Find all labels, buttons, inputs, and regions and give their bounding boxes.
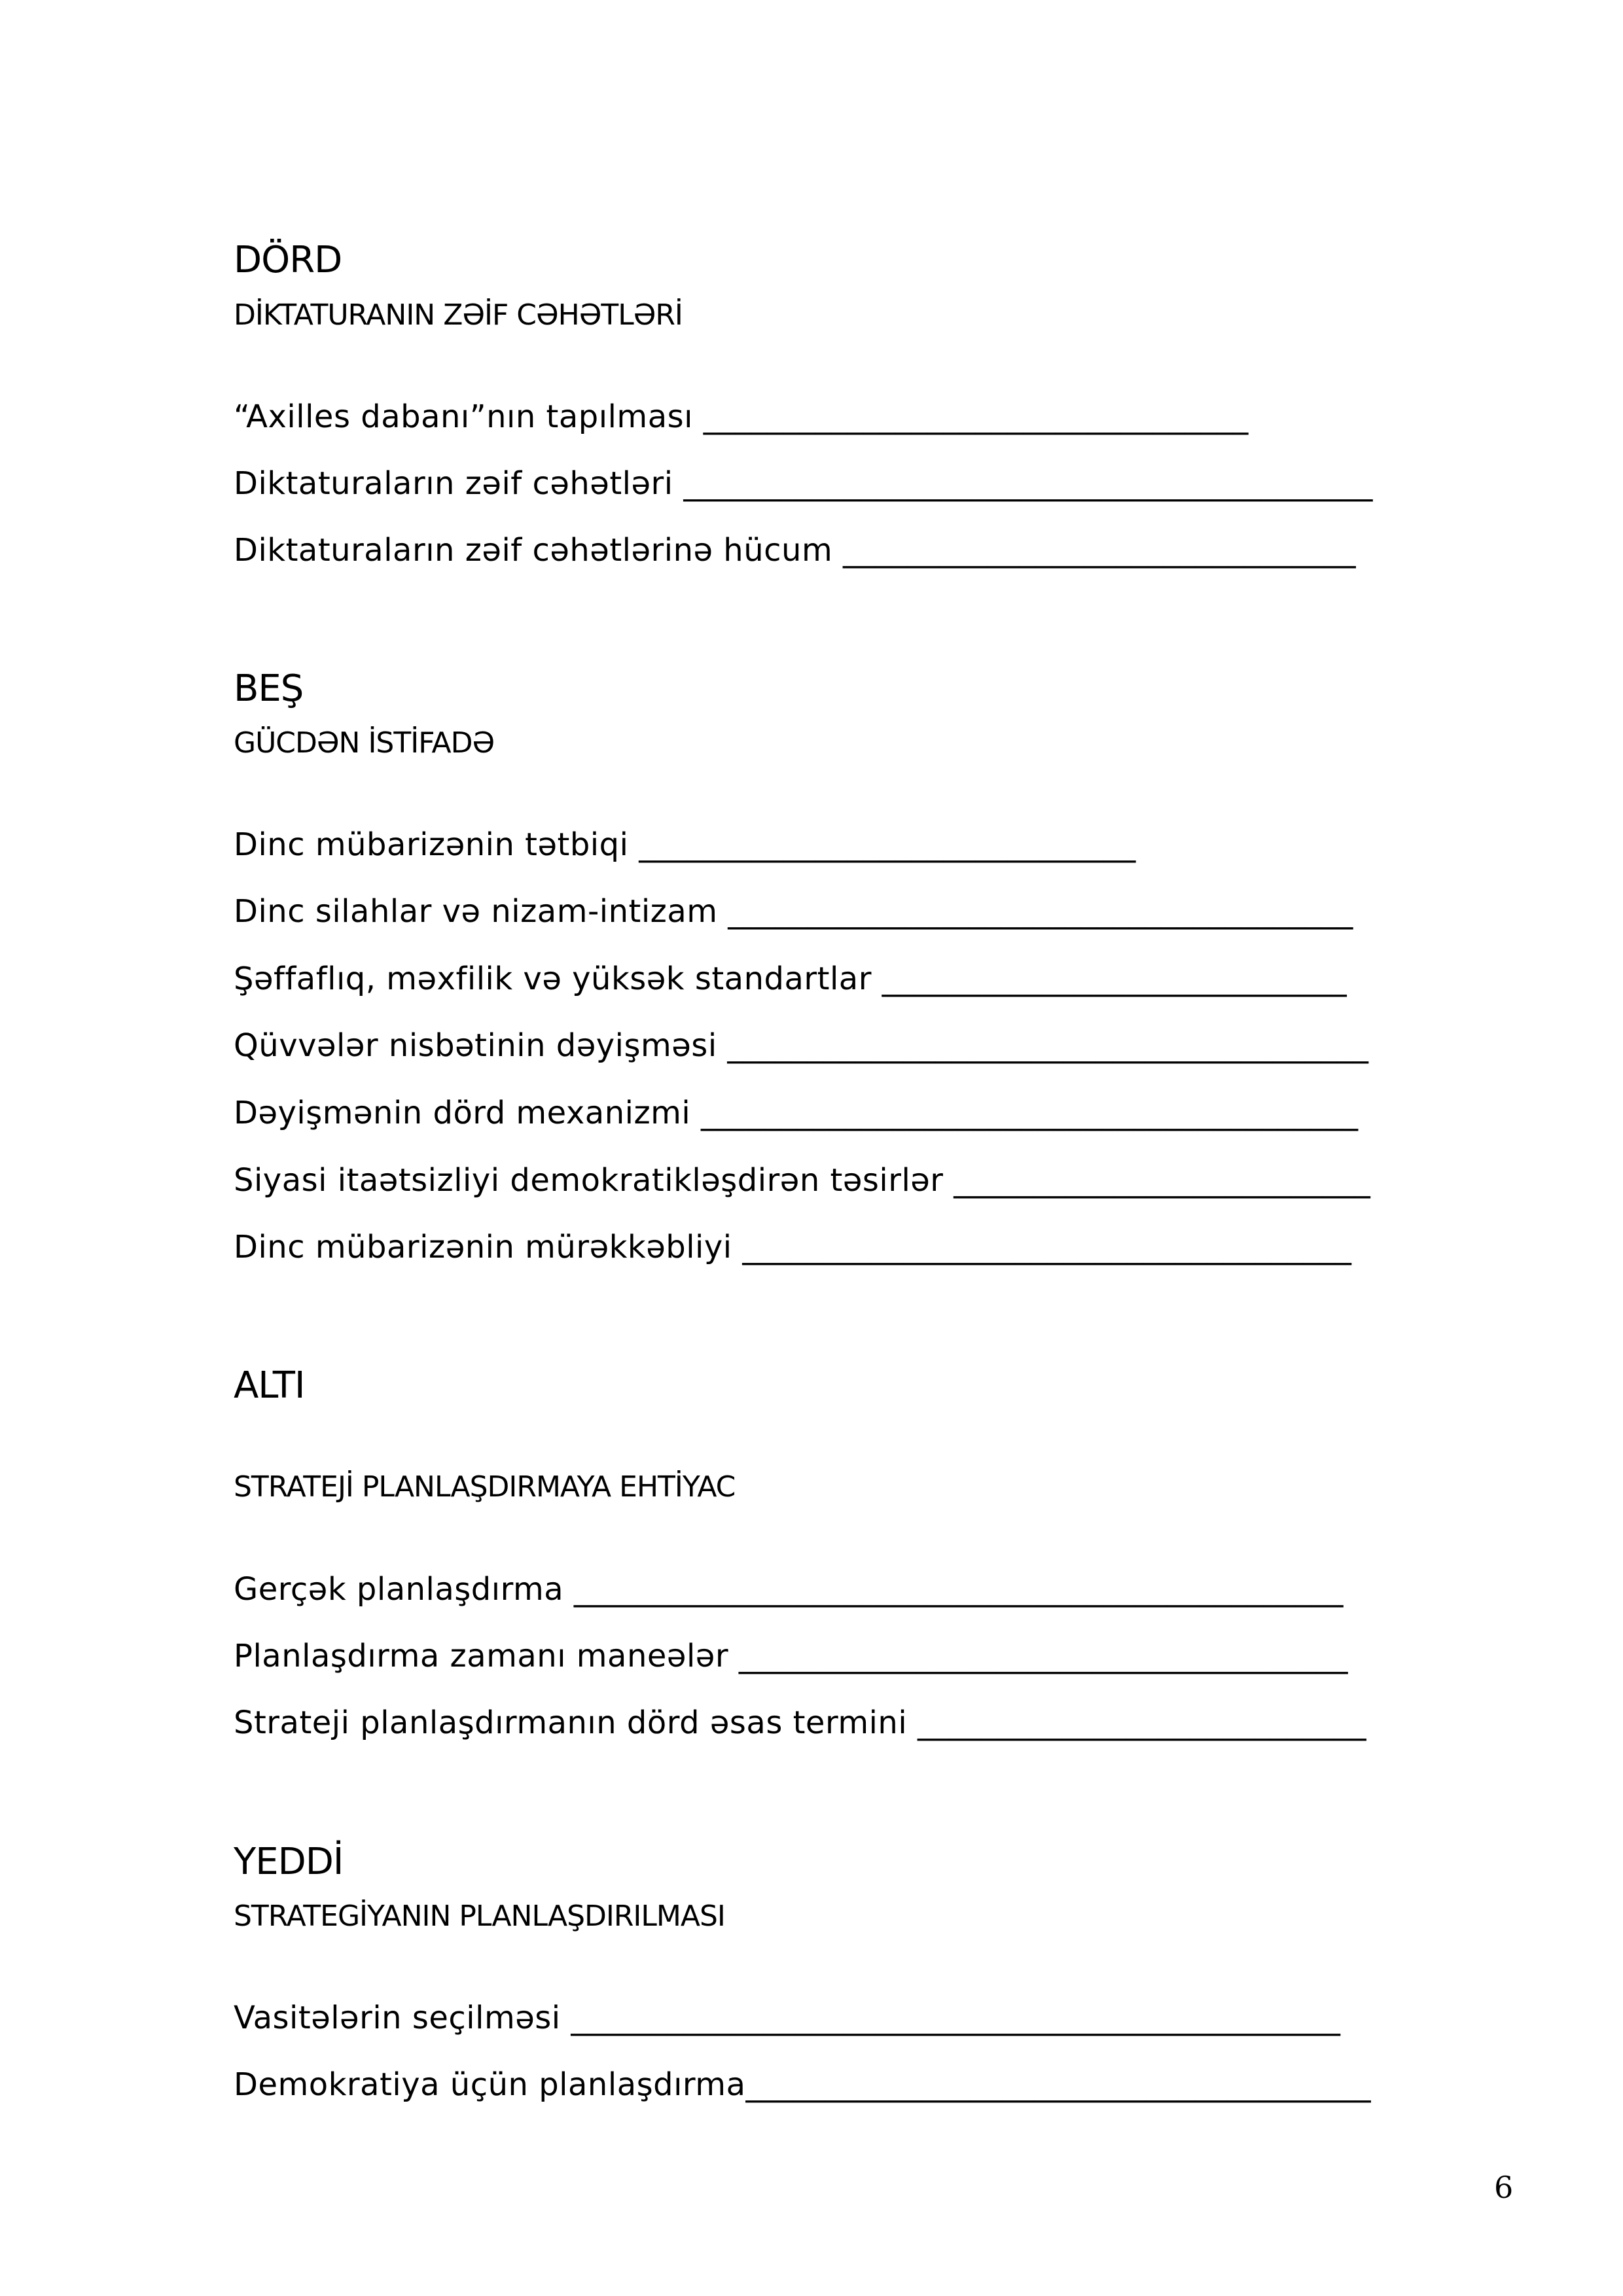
toc-entry: Planlaşdırma zamanı maneələr ______________________________________ (234, 1638, 1348, 1674)
toc-entry: “Axilles dabanı”nın tapılması __________________________________ (234, 398, 1249, 435)
chapter-number: DÖRD (234, 239, 342, 281)
page-number: 6 (1494, 2170, 1514, 2205)
toc-entry: Diktaturaların zəif cəhətlərinə hücum ________________________________ (234, 532, 1356, 569)
toc-entry: Demokratiya üçün planlaşdırma_______________________________________ (234, 2066, 1371, 2103)
toc-entry: Qüvvələr nisbətinin dəyişməsi ________________________________________ (234, 1027, 1369, 1064)
chapter-title: DİKTATURANIN ZƏİF CƏHƏTLƏRİ (234, 298, 683, 332)
chapter-number: BEŞ (234, 667, 304, 710)
toc-entry: Dəyişmənin dörd mexanizmi _________________________________________ (234, 1095, 1359, 1131)
chapter-title: GÜCDƏN İSTİFADƏ (234, 726, 495, 760)
toc-entry: Dinc silahlar və nizam-intizam _______________________________________ (234, 893, 1353, 930)
chapter-number: ALTI (234, 1364, 305, 1407)
toc-entry: Vasitələrin seçilməsi ________________________________________________ (234, 2000, 1341, 2036)
toc-entry: Strateji planlaşdırmanın dörd əsas termini ____________________________ (234, 1704, 1366, 1741)
toc-entry: Siyasi itaətsizliyi demokratikləşdirən təsirlər __________________________ (234, 1162, 1371, 1199)
toc-entry: Gerçək planlaşdırma ________________________________________________ (234, 1571, 1344, 1608)
chapter-number: YEDDİ (234, 1841, 344, 1883)
chapter-title: STRATEGİYANIN PLANLAŞDIRILMASI (234, 1899, 725, 1933)
toc-entry: Diktaturaların zəif cəhətləri ___________________________________________ (234, 465, 1373, 502)
chapter-title: STRATEJİ PLANLAŞDIRMAYA EHTİYAC (234, 1470, 736, 1504)
toc-entry: Dinc mübarizənin tətbiqi _______________________________ (234, 826, 1136, 863)
toc-entry: Şəffaflıq, məxfilik və yüksək standartlar _____________________________ (234, 961, 1347, 997)
toc-entry: Dinc mübarizənin mürəkkəbliyi ______________________________________ (234, 1229, 1352, 1265)
